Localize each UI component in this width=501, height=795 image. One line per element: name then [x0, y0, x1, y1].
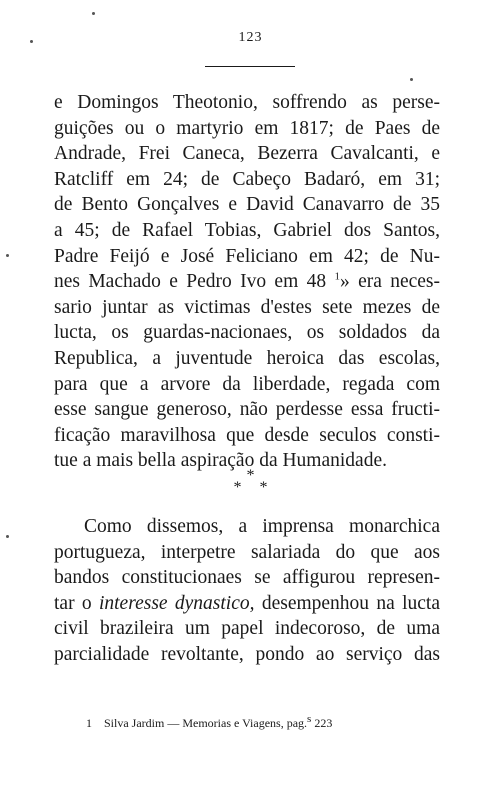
paragraph-line-with-ref	[54, 269, 440, 295]
scan-speck	[410, 78, 413, 81]
divider-asterisk-right: *	[259, 479, 286, 496]
paragraph-line: e Domingos Theotonio, soffrendo as perse-	[54, 92, 440, 113]
paragraph-line: esse sangue generoso, não perdesse essa fructi-	[54, 399, 440, 421]
line-text: desempenhou na lucta	[254, 592, 440, 614]
paragraph-line: Padre Feijó e José Feliciano em 42; de Nu-	[54, 245, 440, 267]
scan-speck	[30, 40, 33, 43]
scan-speck	[6, 535, 9, 538]
paragraph-2	[54, 514, 440, 668]
paragraph-line: tue a mais bella aspiração da Humanidade.	[54, 450, 387, 472]
scan-speck	[92, 12, 95, 15]
scan-speck	[6, 254, 9, 257]
paragraph-line: para que a arvore da liberdade, regada com	[54, 373, 440, 395]
paragraph-line: Como dissemos, a imprensa monarchica	[84, 516, 440, 537]
paragraph-line: Andrade, Frei Caneca, Bezerra Cavalcanti, e	[54, 143, 440, 165]
paragraph-line-with-italic	[54, 591, 440, 617]
divider-asterisk-left: *	[233, 479, 260, 496]
footnote-page-ref: 223	[311, 716, 333, 730]
paragraph-line: parcialidade revoltante, pondo ao serviço das	[54, 643, 440, 665]
footnote-text: Silva Jardim — Memorias e Viagens, pag.	[104, 716, 308, 730]
paragraph-line-tail: » era neces-	[339, 271, 441, 293]
header-rule	[205, 66, 295, 67]
paragraph-line: bandos constitucionaes se affigurou represen-	[54, 567, 440, 589]
paragraph-line: lucta, os guardas-nacionaes, os soldados da	[54, 322, 440, 344]
paragraph-line: Ratcliff em 24; de Cabeço Badaró, em 31;	[54, 168, 440, 190]
italic-phrase: interesse dynastico,	[98, 592, 255, 614]
footnote-sup: s	[307, 713, 312, 725]
divider-asterisk-row	[0, 479, 501, 496]
paragraph-line: sario juntar as victimas d'estes sete mezes de	[54, 296, 440, 318]
page-number: 123	[238, 30, 263, 45]
paragraph-line: a 45; de Rafael Tobias, Gabriel dos Santos,	[54, 219, 440, 241]
paragraph-line: ficação maravilhosa que desde seculos consti-	[54, 424, 440, 446]
paragraph-line-head: nes Machado e Pedro Ivo em 48	[54, 271, 327, 293]
footnote-ref-mark: 1	[334, 270, 340, 283]
paragraph-1	[54, 90, 440, 474]
paragraph-line: guições ou o martyrio em 1817; de Paes de	[54, 117, 440, 139]
paragraph-line: civil brazileira um papel indecoroso, de uma	[54, 618, 440, 640]
section-divider	[0, 467, 501, 496]
paragraph-line: de Bento Gonçalves e David Canavarro de 35	[54, 194, 440, 216]
paragraph-line: portugueza, interpetre salariada do que aos	[54, 541, 440, 563]
paragraph-line: Republica, a juventude heroica das escolas,	[54, 347, 440, 369]
line-text: tar o	[54, 592, 99, 614]
footnote-marker: 1	[86, 716, 92, 730]
footnote	[86, 713, 333, 731]
divider-asterisk-top: *	[246, 467, 255, 484]
